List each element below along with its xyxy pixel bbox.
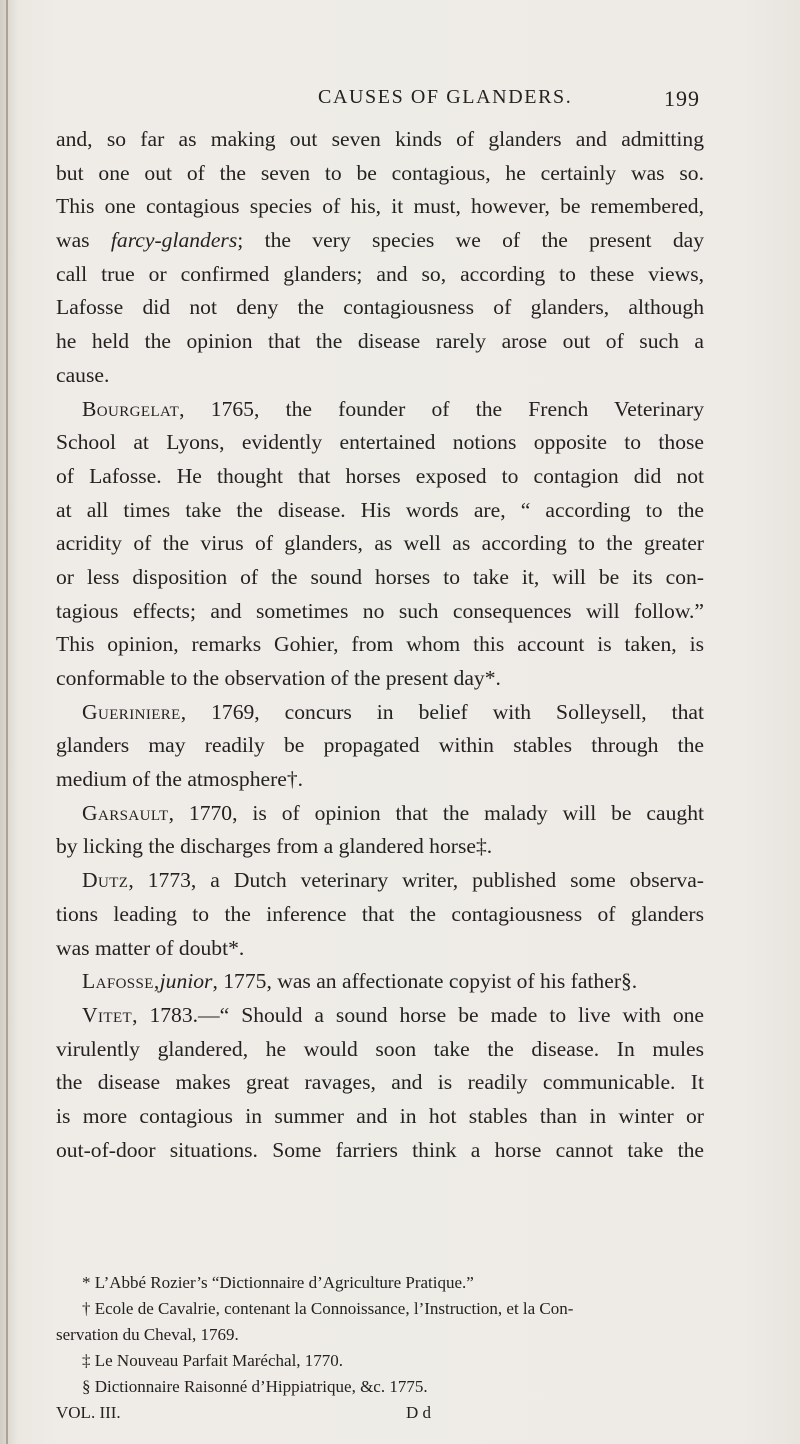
italic-term: farcy-glanders xyxy=(110,228,238,253)
paragraph-start xyxy=(56,999,704,1033)
text-line xyxy=(56,224,704,258)
text-segment: , 1765, the founder of the French Veterinary xyxy=(179,396,704,421)
paragraph-start xyxy=(56,864,704,898)
text-line: glanders may readily be propagated within stables through the xyxy=(56,733,704,758)
text-line: of Lafosse. He thought that horses exposed to contagion did not xyxy=(56,463,704,488)
text-segment: ; the very species we of the present day xyxy=(237,228,704,253)
signature-mark: D d xyxy=(406,1403,432,1422)
page-header xyxy=(60,86,700,116)
paragraph-start xyxy=(56,797,704,831)
running-title: CAUSES OF GLANDERS. xyxy=(318,86,573,108)
text-line: the disease makes great ravages, and is readily communicable. It xyxy=(56,1070,704,1095)
page-number: 199 xyxy=(664,86,700,111)
text-line: call true or confirmed glanders; and so, according to these views, xyxy=(56,261,704,286)
author-name: Vitet xyxy=(82,1002,133,1027)
text-line: cause. xyxy=(56,362,110,387)
author-name: Lafosse, xyxy=(82,969,160,994)
author-name: Garsault xyxy=(82,800,169,825)
text-line: was matter of doubt*. xyxy=(56,935,245,960)
text-line: Lafosse did not deny the contagiousness of glanders, although xyxy=(56,295,704,320)
text-segment: , 1770, is of opinion that the malady will be caught xyxy=(168,800,704,825)
text-segment: was xyxy=(56,228,111,253)
text-line: he held the opinion that the disease rarely arose out of such a xyxy=(56,329,704,354)
text-segment: , 1769, concurs in belief with Solleysell, that xyxy=(180,699,704,724)
author-name: Gueriniere xyxy=(82,699,181,724)
text-line: School at Lyons, evidently entertained notions opposite to those xyxy=(56,430,704,455)
text-line: and, so far as making out seven kinds of glanders and admitting xyxy=(56,127,704,151)
signature-row xyxy=(56,1400,704,1426)
paragraph-start xyxy=(56,696,704,730)
footnote: ‡ Le Nouveau Parfait Maréchal, 1770. xyxy=(82,1351,344,1370)
body-text xyxy=(56,123,704,1167)
text-line: acridity of the virus of glanders, as well as according to the greater xyxy=(56,531,704,556)
author-name: Dutz xyxy=(82,868,129,893)
binding-gutter xyxy=(6,0,8,1444)
paragraph-start xyxy=(56,393,704,427)
italic-term: junior xyxy=(159,969,213,994)
text-line: This one contagious species of his, it must, however, be remembered, xyxy=(56,194,704,219)
text-line: is more contagious in summer and in hot stables than in winter or xyxy=(56,1103,704,1128)
footnote: * L’Abbé Rozier’s “Dictionnaire d’Agriculture Pratique.” xyxy=(82,1273,474,1292)
footnote-continuation: servation du Cheval, 1769. xyxy=(56,1325,239,1344)
text-line: This opinion, remarks Gohier, from whom this account is taken, is xyxy=(56,632,704,657)
volume-label: VOL. III. xyxy=(56,1403,121,1422)
text-segment: , 1775, was an affectionate copyist of his father§. xyxy=(212,969,638,994)
text-line: by licking the discharges from a glandered horse‡. xyxy=(56,834,493,859)
footnote: § Dictionnaire Raisonné d’Hippiatrique, &c. 1775. xyxy=(82,1377,428,1396)
text-line: conformable to the observation of the present day*. xyxy=(56,666,501,690)
text-line: out-of-door situations. Some farriers think a horse cannot take the xyxy=(56,1137,704,1162)
footnote: † Ecole de Cavalrie, contenant la Connoissance, l’Instruction, et la Con- xyxy=(82,1299,574,1318)
text-line: tagious effects; and sometimes no such consequences will follow.” xyxy=(56,598,704,623)
text-segment: , 1773, a Dutch veterinary writer, published some observa- xyxy=(128,868,704,893)
text-segment: , 1783.—“ Should a sound horse be made to live with one xyxy=(132,1002,704,1027)
text-line: but one out of the seven to be contagious, he certainly was so. xyxy=(56,160,704,185)
text-line: at all times take the disease. His words are, “ according to the xyxy=(56,497,704,522)
author-name: Bourgelat xyxy=(82,396,180,421)
text-line: virulently glandered, he would soon take the disease. In mules xyxy=(56,1036,704,1061)
text-line: medium of the atmosphere†. xyxy=(56,767,304,792)
footnotes xyxy=(56,1270,704,1426)
text-line: or less disposition of the sound horses to take it, will be its con- xyxy=(56,564,704,589)
paragraph-start xyxy=(56,965,704,999)
text-line: tions leading to the inference that the contagiousness of glanders xyxy=(56,901,704,926)
